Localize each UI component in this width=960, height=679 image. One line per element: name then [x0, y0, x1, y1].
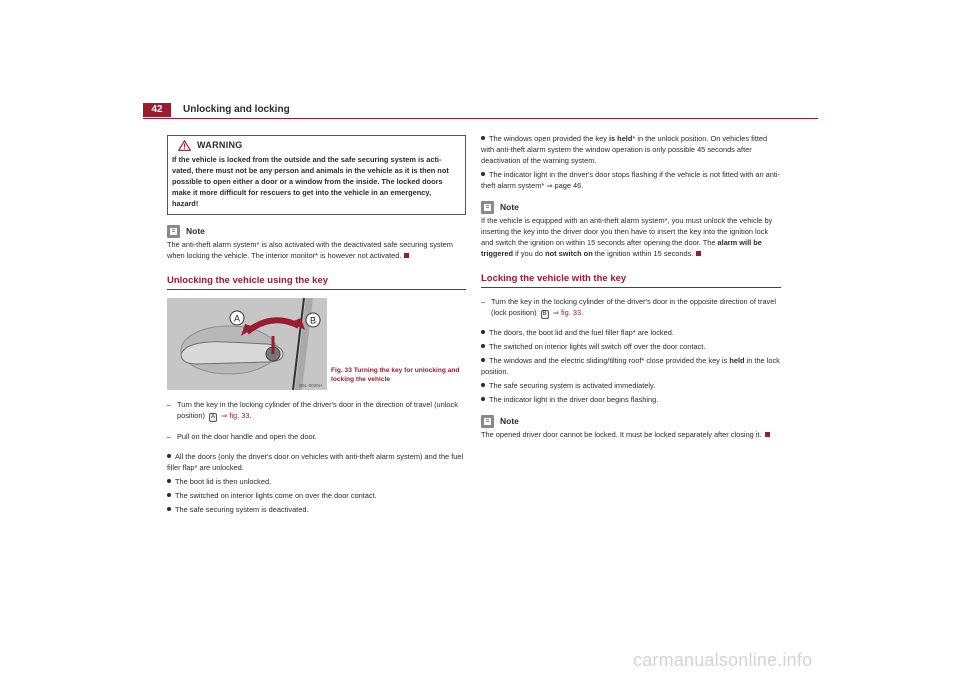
list-item: The boot lid is then unlocked.	[167, 476, 466, 487]
page-reference-link[interactable]: ⇒ page 46	[546, 181, 582, 190]
note-icon	[167, 225, 180, 238]
list-item: All the doors (only the driver's door on vehicles with anti-theft alarm system) and the fuel filler flap* are unlocked.	[167, 452, 464, 472]
section-title-locking: Locking the vehicle with the key	[481, 273, 781, 288]
list-item: The indicator light in the driver's door stops flashing if the vehicle is not fitted with an anti-theft alarm system* ⇒ page 46.	[481, 170, 781, 190]
step-item: – Turn the key in the locking cylinder of the driver's door in the opposite direction of travel (lock position) B ⇒ fig. 33.	[481, 297, 777, 317]
result-list	[167, 451, 466, 515]
figure-label-a: A	[233, 313, 241, 324]
warning-text: If the vehicle is locked from the outside and the safe securing system is acti-vated, there must not be any person and animals in the vehicle as it is then not possible to open either a door or a window from the inside. The locked doors make it more difficult for rescuers to get into the vehicle in an emergency, hazard!	[172, 155, 449, 208]
note-title: Note	[500, 202, 519, 212]
watermark: carmanualsonline.info	[633, 650, 813, 670]
figure-caption: Fig. 33 Turning the key for unlocking and locking the vehicle	[331, 367, 460, 383]
page-header	[143, 103, 818, 117]
figure-reference-link[interactable]: ⇒ fig. 33	[552, 308, 582, 317]
note-header	[167, 225, 466, 238]
note-text: If the vehicle is equipped with an anti-theft alarm system*, you must unlock the vehicle by inserting the key into the driver door you then have to insert the key into the ignition lock and switch the ignition on within 15 seconds after opening the door. The alarm will be triggered if you do not switch on the ignition within 15 seconds.	[481, 216, 773, 258]
door-handle-illustration	[167, 298, 327, 390]
step-item: – Pull on the door handle and open the door.	[167, 432, 317, 441]
end-of-section-mark	[765, 432, 770, 437]
warning-box	[167, 135, 466, 215]
figure-code: B5L-0026H	[299, 383, 322, 388]
chapter-title: Unlocking and locking	[183, 104, 290, 115]
end-of-section-mark	[696, 251, 701, 256]
note-title: Note	[186, 226, 205, 236]
figure-reference-link[interactable]: ⇒ fig. 33	[221, 411, 250, 420]
note-icon	[481, 415, 494, 428]
note-text: The opened driver door cannot be locked. It must be locked separately after closing it.	[481, 429, 781, 440]
note-text: The anti-theft alarm system* is also activated with the deactivated safe securing system when locking the vehicle. The interior monitor* is however not activated.	[167, 240, 453, 260]
list-item: The switched on interior lights will switch off over the door contact.	[481, 341, 781, 352]
list-item: The windows and the electric sliding/tilting roof* close provided the key is held in the lock position.	[481, 356, 780, 376]
warning-title: WARNING	[197, 140, 243, 150]
result-list	[481, 327, 781, 405]
warning-triangle-icon	[178, 140, 191, 151]
position-badge-a: A	[211, 414, 216, 420]
note-icon	[481, 201, 494, 214]
figure-33	[167, 298, 466, 390]
list-item: The windows open provided the key is held* in the unlock position. On vehicles fitted with anti-theft alarm system the window operation is only possible 45 seconds after deactivation of the warning system.	[481, 134, 768, 165]
list-item: The safe securing system is deactivated.	[167, 504, 466, 515]
warning-header	[178, 140, 459, 151]
left-column	[167, 135, 466, 515]
figure-label-b: B	[309, 315, 317, 326]
list-item: The switched on interior lights come on over the door contact.	[167, 490, 466, 501]
note-header	[481, 415, 781, 428]
section-title-unlocking: Unlocking the vehicle using the key	[167, 275, 466, 290]
note-header	[481, 201, 781, 214]
page-number: 42	[143, 103, 171, 117]
header-rule	[143, 118, 818, 119]
list-item: The doors, the boot lid and the fuel filler flap* are locked.	[481, 327, 781, 338]
position-badge-b: B	[542, 311, 547, 317]
right-column	[481, 130, 781, 440]
note-title: Note	[500, 416, 519, 426]
step-item: – Turn the key in the locking cylinder of the driver's door in the direction of travel (unlock position) A ⇒ fig. 33.	[167, 400, 458, 420]
end-of-section-mark	[404, 253, 409, 258]
list-item: The safe securing system is activated immediately.	[481, 380, 781, 391]
list-item: The indicator light in the driver door begins flashing.	[481, 394, 781, 405]
